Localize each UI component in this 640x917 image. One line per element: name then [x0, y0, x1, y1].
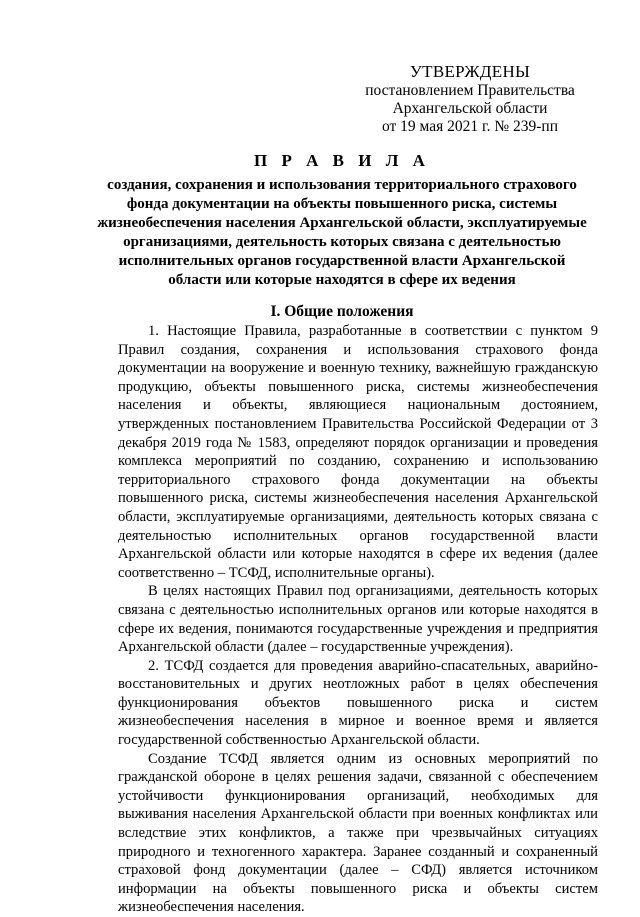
approval-line: Архангельской области [392, 100, 548, 117]
title-subtitle: создания, сохранения и использования территориального страхового фонда документации на объекты повышенного риска, системы жизнеобеспечения населения Архангельской области, эксплуатируемые организациями, деятельность которых связана с деятельностью исполнительных органов государственной власти Архангельской области или которые находятся в сфере их ведения [97, 177, 587, 288]
paragraph: 1. Настоящие Правила, разработанные в соответствии с пунктом 9 Правил создания, сохранения и использования страхового фонда документации на вооружение и военную технику, важнейшую гражданскую продукцию, объекты повышенного риска, системы жизнеобеспечения населения и объекты, являющиеся национальным достоянием, утвержденных постановлением Правительства Российской Федерации от 3 декабря 2019 года № 1583, определяют порядок организации и проведения комплекса мероприятий по созданию, сохранению и использованию территориального страхового фонда документации на объекты повышенного риска, системы жизнеобеспечения населения Архангельской области, эксплуатируемые организациями, деятельность которых связана с деятельностью исполнительных органов государственной власти Архангельской области или которые находятся в сфере их ведения (далее соответственно – ТСФД, исполнительные органы). [118, 323, 598, 581]
approval-stamp-title: УТВЕРЖДЕНЫ [409, 62, 531, 81]
approval-date-line: от 19 мая 2021 г. № 239-пп [381, 118, 559, 135]
approval-line: постановлением Правительства [365, 82, 575, 99]
title-heading: П Р А В И Л А [254, 151, 430, 170]
document-title [92, 150, 592, 290]
paragraph: В целях настоящих Правил под организациями, деятельность которых связана с деятельностью исполнительных органов или которые находятся в сфере их ведения, понимаются государственные учреждения и предприятия Архангельской области (далее – государственные учреждения). [118, 583, 598, 656]
paragraph: 2. ТСФД создается для проведения аварийно-спасательных, аварийно-восстановительных и других неотложных работ в целях обеспечения функционирования объектов повышенного риска и систем жизнеобеспечения населения в мирное и военное время и является государственной собственностью Архангельской области. [118, 657, 598, 749]
paragraph: Создание ТСФД является одним из основных мероприятий по гражданской обороне в целях решения задачи, связанной с обеспечением устойчивости функционирования организаций, необходимых для выживания населения Архангельской области при военных конфликтах или вследствие этих конфликтов, а также при чрезвычайных ситуациях природного и техногенного характера. Заранее созданный и сохраненный страховой фонд документации (далее – СФД) является источником информации на объекты повышенного риска и объекты систем жизнеобеспечения населения. [118, 750, 598, 916]
approval-block [340, 62, 600, 136]
document-body [118, 322, 598, 917]
section-heading: I. Общие положения [270, 303, 414, 320]
